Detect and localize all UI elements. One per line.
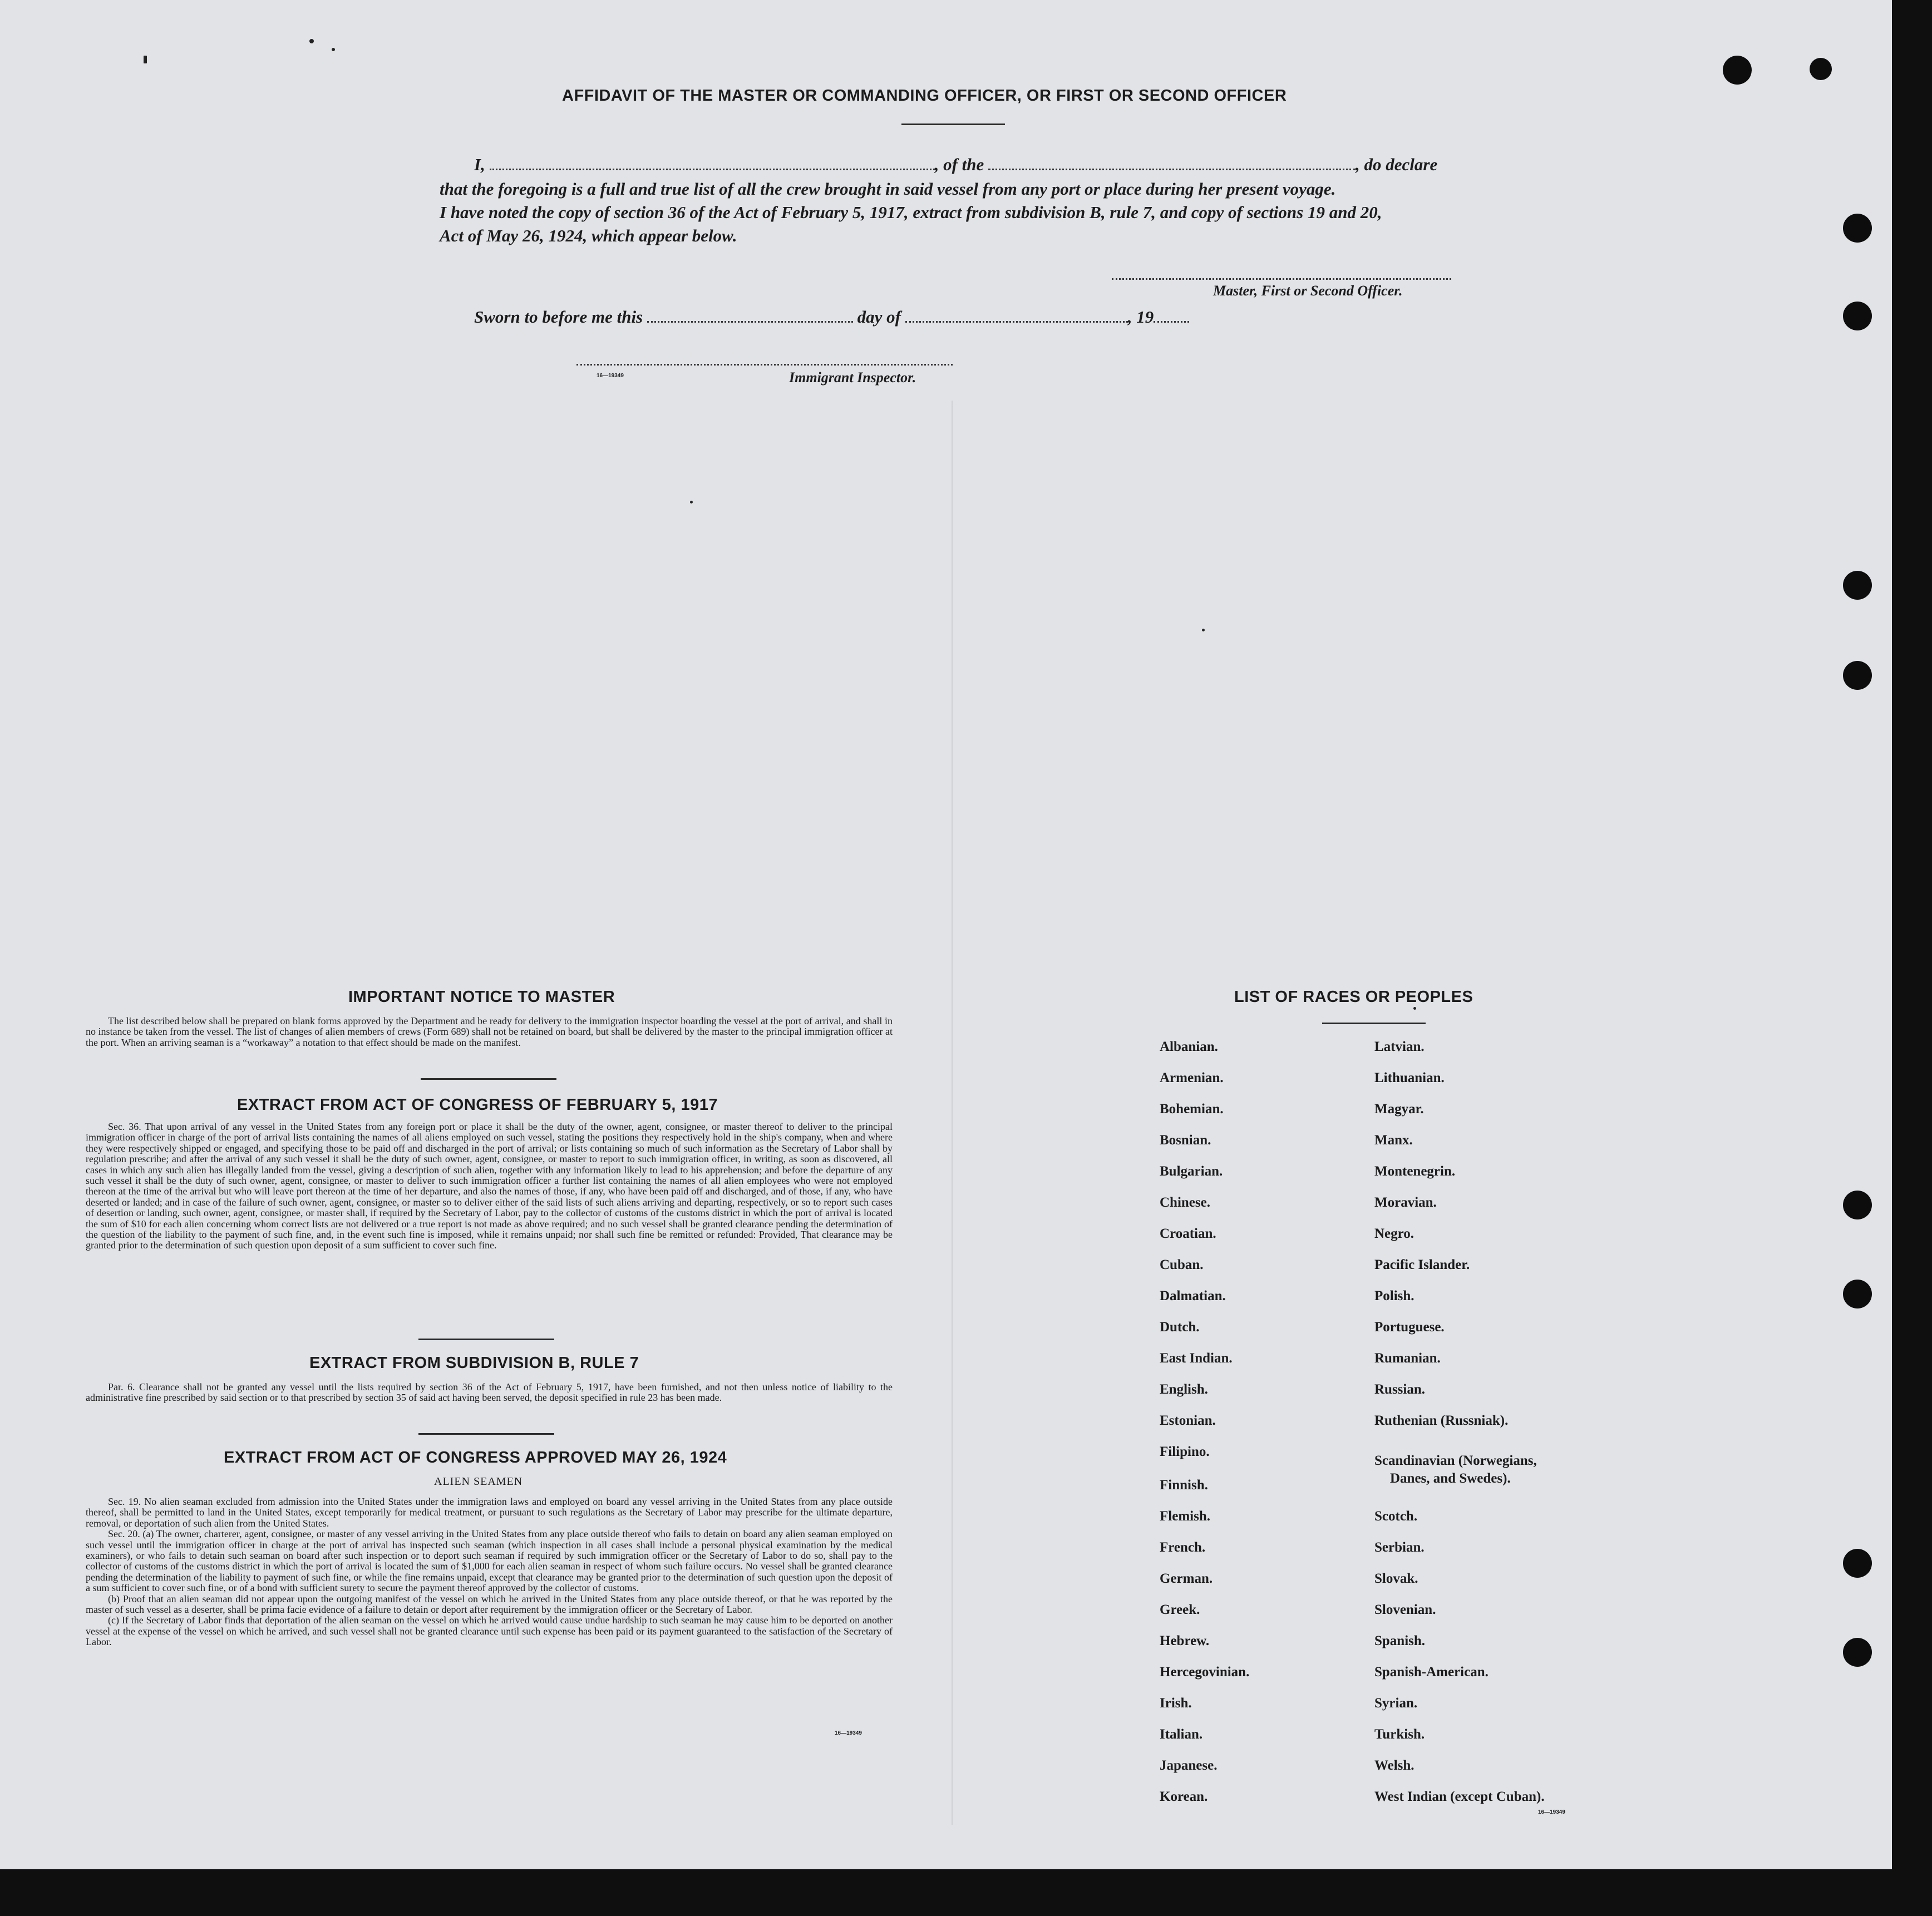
form-number: 16—19349 xyxy=(597,373,624,379)
punch-hole xyxy=(1843,571,1872,600)
title-rule xyxy=(901,124,1005,125)
extract-1917-paragraph: Sec. 36. That upon arrival of any vessel in the United States from any foreign port or place it shall be the duty of the owner, agent, consignee, or master thereof to deliver to the principal immigration officer in charge of the port of arrival lists containing the names of all aliens employed on such vessel, stating the positions they respectively hold in the ship's company, when and where they were respectively shipped or engaged, and specifying those to be paid off and discharged in the port of arrival; or lists containing so much of such information as the Secretary of Labor shall by regulation prescribe; and after the arrival of any such vessel it shall be the duty of such owner, agent, consignee, or master to report to such immigration officer, in writing, as soon as discovered, all cases in which any such alien has illegally landed from the vessel, giving a description of such alien, together with any information likely to lead to his apprehension; and before the departure of any such vessel it shall be the duty of such owner, agent, consignee, or master to deliver to such immigration officer a further list containing the names of all alien employees who were not employed thereon at the time of the arrival but who will leave port thereon at the time of her departure, and also the names of those, if any, who have been paid off and discharged, and of those, if any, who have deserted or landed; and in case of the failure of such owner, agent, consignee, or master so to deliver either of the said lists of such aliens arriving and departing, respectively, or so to report such cases of desertion or landing, such owner, agent, consignee, or master shall, if required by the Secretary of Labor, pay to the collector of customs of the customs district in which the port of arrival is located the sum of $10 for each alien concerning whom correct lists are not delivered or a true report is not made as above required; and no such vessel shall be granted clearance pending the determination of the question of the liability to the payment of such fine, and, in the event such fine is imposed, while it remains unpaid; nor shall such fine be remitted or refunded: Provided, That clearance may be granted prior to the determination of such question upon deposit of a sum sufficient to cover such fine. xyxy=(86,1121,893,1251)
race-item: Negro. xyxy=(1374,1226,1414,1241)
scan-speck xyxy=(309,39,314,43)
race-item: English. xyxy=(1160,1382,1208,1397)
race-item: Japanese. xyxy=(1160,1758,1218,1773)
scan-speck xyxy=(332,48,335,51)
race-item: Spanish. xyxy=(1374,1633,1426,1648)
extract-rule7-paragraph: Par. 6. Clearance shall not be granted any vessel until the lists required by section 36 of the Act of February 5, 1917, have been furnished, and not then unless notice of liability to the administrative fine prescribed by said section or to that prescribed by section 35 of said act having been served, the deposit specified in rule 23 has been made. xyxy=(86,1381,893,1404)
race-item: Syrian. xyxy=(1374,1696,1418,1711)
race-item: Pacific Islander. xyxy=(1374,1257,1470,1272)
sec-20a-paragraph: Sec. 20. (a) The owner, charterer, agent, consignee, or master of any vessel arriving in the United States from any place outside thereof who fails to detain on board any alien seaman employed on such vessel until the immigration officer in charge at the port of arrival has inspected such seaman (which inspection in all cases shall include a personal physical examination by the medical examiners), or who fails to detain such seaman on board after such inspection or to deport such seaman if required by such immigration officer or the Secretary of Labor to do so, shall pay to the collector of customs of the customs district in which the port of arrival is located the sum of $1,000 for each alien seaman in respect of whom such failure occurs. No vessel shall be granted clearance pending the determination of the liability to payment of such fine, or while the fine remains unpaid, except that clearance may be granted prior to the determination of such question upon the deposit of a sum sufficient to cover such fine, or of a bond with sufficient surety to secure the payment thereof approved by the collector of customs. xyxy=(86,1528,893,1594)
form-number: 16—19349 xyxy=(835,1730,862,1736)
scan-speck xyxy=(1202,629,1205,631)
race-item: Slovenian. xyxy=(1374,1602,1436,1617)
race-item: Cuban. xyxy=(1160,1257,1204,1272)
race-item: Chinese. xyxy=(1160,1195,1210,1210)
punch-hole xyxy=(1723,56,1752,85)
sworn-text-c: , 19 xyxy=(1127,307,1154,327)
race-item: Korean. xyxy=(1160,1789,1208,1804)
race-item: Croatian. xyxy=(1160,1226,1216,1241)
race-item: Turkish. xyxy=(1374,1727,1425,1742)
race-item: Welsh. xyxy=(1374,1758,1414,1773)
race-item: East Indian. xyxy=(1160,1351,1233,1366)
race-item: Manx. xyxy=(1374,1133,1413,1148)
race-item: Montenegrin. xyxy=(1374,1164,1456,1179)
affidavit-line-4: Act of May 26, 1924, which appear below. xyxy=(440,226,737,245)
race-item: Greek. xyxy=(1160,1602,1200,1617)
notice-paragraph: The list described below shall be prepared on blank forms approved by the Department and be ready for delivery to the immigration inspector boarding the vessel at the port of arrival, and shall in no instance be taken from the vessel. The list of changes of alien members of crews (Form 689) shall not be retained on board, but shall be delivered by the master to the principal immigration officer at the port. When an arriving seaman is a “workaway” a notation to that effect should be made on the manifest. xyxy=(86,1015,893,1048)
race-item: Irish. xyxy=(1160,1696,1192,1711)
affidavit-line-2: that the foregoing is a full and true list of all the crew brought in said vessel from any port or place during her present voyage. xyxy=(440,179,1336,199)
punch-hole xyxy=(1843,214,1872,243)
race-item: French. xyxy=(1160,1540,1206,1555)
race-item: Polish. xyxy=(1374,1288,1414,1303)
affidavit-line-1 xyxy=(474,155,1437,175)
race-item: Danes, and Swedes). xyxy=(1390,1471,1511,1486)
notice-title: IMPORTANT NOTICE TO MASTER xyxy=(348,988,615,1006)
punch-hole xyxy=(1810,58,1832,80)
race-item: Scotch. xyxy=(1374,1509,1418,1524)
race-item: Portuguese. xyxy=(1374,1320,1445,1335)
race-item: Scandinavian (Norwegians, xyxy=(1374,1453,1537,1468)
race-item: Russian. xyxy=(1374,1382,1426,1397)
sworn-text-b: day of xyxy=(857,307,901,327)
race-item: Flemish. xyxy=(1160,1509,1210,1524)
race-item: Armenian. xyxy=(1160,1070,1224,1085)
extract-rule7-body xyxy=(86,1382,893,1404)
race-item: German. xyxy=(1160,1571,1213,1586)
race-item: Serbian. xyxy=(1374,1540,1425,1555)
extract-1924-title: EXTRACT FROM ACT OF CONGRESS APPROVED MAY 26, 1924 xyxy=(224,1449,727,1466)
punch-hole xyxy=(1843,1280,1872,1308)
signature-line[interactable] xyxy=(1112,278,1451,280)
inspector-line[interactable] xyxy=(576,364,953,366)
affidavit-line-3: I have noted the copy of section 36 of the Act of February 5, 1917, extract from subdivision B, rule 7, and copy of sections 19 and 20, xyxy=(440,203,1382,222)
race-item: West Indian (except Cuban). xyxy=(1374,1789,1545,1804)
race-item: Hercegovinian. xyxy=(1160,1665,1250,1680)
punch-hole xyxy=(1843,1638,1872,1667)
punch-hole xyxy=(1843,1191,1872,1219)
notice-body xyxy=(86,1016,893,1048)
race-item: Dalmatian. xyxy=(1160,1288,1226,1303)
sec-20c-paragraph: (c) If the Secretary of Labor finds that deportation of the alien seaman on the vessel on which he arrived would cause undue hardship to such seaman he may cause him to be deported on another vessel at the expense of the vessel on which he arrived, and such vessel shall not be granted clearance until such expense has been paid or its payment guaranteed to the satisfaction of the Secretary of Labor. xyxy=(86,1614,893,1648)
scan-speck xyxy=(144,56,147,63)
race-item: Hebrew. xyxy=(1160,1633,1210,1648)
extract-1917-title: EXTRACT FROM ACT OF CONGRESS OF FEBRUARY 5, 1917 xyxy=(237,1096,718,1114)
race-item: Estonian. xyxy=(1160,1413,1216,1428)
sworn-text-a: Sworn to before me this xyxy=(474,307,643,327)
race-item: Magyar. xyxy=(1374,1102,1424,1117)
signature-label: Master, First or Second Officer. xyxy=(1213,283,1403,299)
extract-1924-subtitle: ALIEN SEAMEN xyxy=(434,1475,523,1488)
race-item: Albanian. xyxy=(1160,1039,1218,1054)
race-item: Moravian. xyxy=(1374,1195,1437,1210)
sec-19-paragraph: Sec. 19. No alien seaman excluded from admission into the United States under the immigration laws and employed on board any vessel arriving in the United States from any place outside thereof, shall be permitted to land in the United States, except temporarily for medical treatment, or pursuant to such regulations as the Secretary of Labor may prescribe for the ultimate departure, removal, or deportation of such alien from the United States. xyxy=(86,1496,893,1529)
affidavit-title: AFFIDAVIT OF THE MASTER OR COMMANDING OFFICER, OR FIRST OR SECOND OFFICER xyxy=(562,87,1287,105)
punch-hole xyxy=(1843,661,1872,690)
day-blank[interactable] xyxy=(647,309,853,323)
extract-1924-body xyxy=(86,1497,893,1648)
sec-20b-paragraph: (b) Proof that an alien seaman did not appear upon the outgoing manifest of the vessel on which he arrived in the United States from any place outside thereof, or that he was reported by the master of such vessel as a deserter, shall be prima facie evidence of a failure to detain or deport after requirement by the immigration officer or the Secretary of Labor. xyxy=(86,1593,893,1616)
race-item: Bohemian. xyxy=(1160,1102,1224,1117)
scan-speck xyxy=(690,501,693,503)
race-item: Slovak. xyxy=(1374,1571,1418,1586)
race-item: Lithuanian. xyxy=(1374,1070,1445,1085)
year-blank[interactable] xyxy=(1154,309,1189,323)
extract-rule7-title: EXTRACT FROM SUBDIVISION B, RULE 7 xyxy=(309,1354,639,1372)
punch-hole xyxy=(1843,1549,1872,1578)
race-item: Spanish-American. xyxy=(1374,1665,1489,1680)
races-title-rule xyxy=(1322,1023,1426,1024)
race-item: Latvian. xyxy=(1374,1039,1425,1054)
section-rule xyxy=(418,1433,554,1435)
race-item: Finnish. xyxy=(1160,1478,1208,1493)
form-number: 16—19349 xyxy=(1538,1809,1565,1815)
scan-speck xyxy=(1413,1007,1416,1010)
race-item: Bosnian. xyxy=(1160,1133,1211,1148)
punch-hole xyxy=(1843,302,1872,330)
race-item: Ruthenian (Russniak). xyxy=(1374,1413,1509,1428)
affidavit-line1-a: I, xyxy=(474,155,485,174)
sworn-line xyxy=(474,307,1189,327)
affidavit-line1-c: , do declare xyxy=(1356,155,1438,174)
affidavit-line1-b: , of the xyxy=(934,155,984,174)
race-item: Italian. xyxy=(1160,1727,1203,1742)
name-blank[interactable] xyxy=(490,156,935,170)
race-item: Rumanian. xyxy=(1374,1351,1441,1366)
section-rule xyxy=(421,1078,556,1080)
race-item: Filipino. xyxy=(1160,1444,1210,1459)
races-title: LIST OF RACES OR PEOPLES xyxy=(1234,988,1473,1006)
section-rule xyxy=(418,1339,554,1340)
extract-1917-body xyxy=(86,1122,893,1251)
vessel-blank[interactable] xyxy=(988,156,1356,170)
fold-line xyxy=(952,401,953,1825)
race-item: Dutch. xyxy=(1160,1320,1200,1335)
inspector-label: Immigrant Inspector. xyxy=(789,369,916,386)
race-item: Bulgarian. xyxy=(1160,1164,1223,1179)
month-blank[interactable] xyxy=(905,309,1128,323)
